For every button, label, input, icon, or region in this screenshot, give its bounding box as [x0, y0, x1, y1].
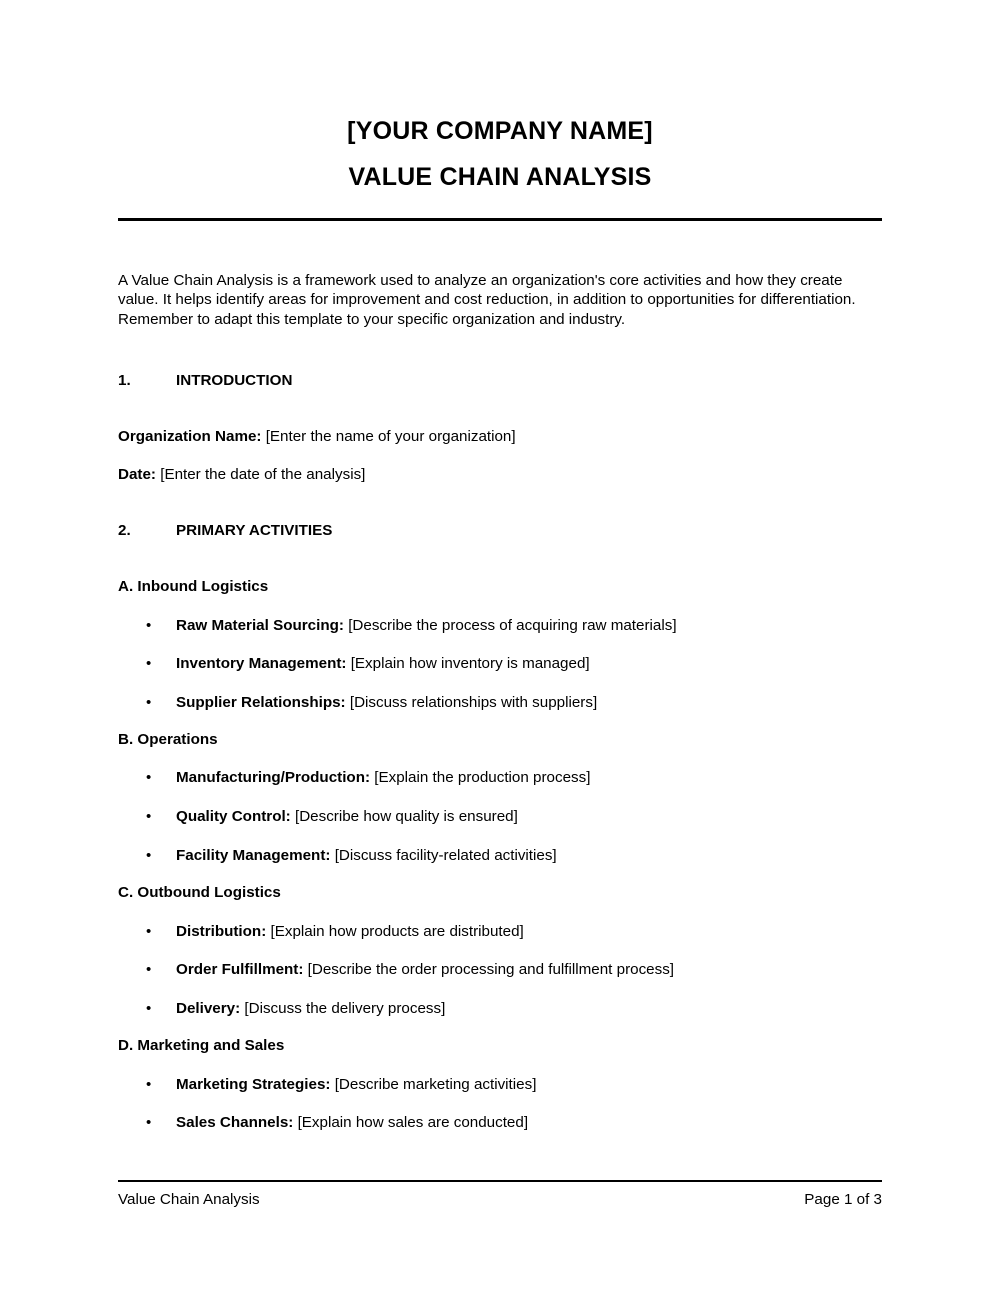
footer-page-number: Page 1 of 3	[804, 1191, 882, 1208]
field-label: Organization Name:	[118, 428, 262, 445]
footer-divider	[118, 1180, 882, 1182]
item-label: Manufacturing/Production:	[176, 769, 371, 786]
subsection-heading-outbound-logistics: C. Outbound Logistics	[118, 884, 281, 901]
footer-document-name: Value Chain Analysis	[118, 1191, 260, 1208]
intro-paragraph: A Value Chain Analysis is a framework used to analyze an organization's core activities and how they create value. It helps identify areas for improvement and cost reduction, in addition to opportunities for differentiation. Remember to adapt this template to your specific organization and industry.	[118, 272, 856, 328]
item-value: [Discuss relationships with suppliers]	[349, 694, 598, 711]
item-label: Supplier Relationships:	[176, 694, 346, 711]
bullet-icon: •	[146, 694, 152, 711]
bullet-icon: •	[146, 923, 152, 940]
bullet-icon: •	[146, 1000, 152, 1017]
section-title: PRIMARY ACTIVITIES	[176, 522, 333, 539]
item-value: [Explain the production process]	[374, 769, 591, 786]
field-date	[118, 465, 365, 484]
item-value: [Describe the order processing and fulfillment process]	[307, 961, 675, 978]
bullet-icon: •	[146, 769, 152, 786]
item-value: [Describe how quality is ensured]	[294, 808, 518, 825]
item-label: Inventory Management:	[176, 655, 347, 672]
item-label: Quality Control:	[176, 808, 291, 825]
bullet-icon: •	[146, 655, 152, 672]
item-value: [Discuss the delivery process]	[244, 1000, 446, 1017]
item-label: Marketing Strategies:	[176, 1076, 331, 1093]
subsection-heading-inbound-logistics: A. Inbound Logistics	[118, 578, 269, 595]
item-label: Raw Material Sourcing:	[176, 617, 344, 634]
field-value: [Enter the name of your organization]	[265, 428, 516, 445]
header-divider	[118, 218, 882, 221]
field-organization-name	[118, 427, 516, 446]
item-label: Distribution:	[176, 923, 267, 940]
item-label: Facility Management:	[176, 847, 331, 864]
item-value: [Discuss facility-related activities]	[334, 847, 557, 864]
section-number: 2.	[118, 522, 131, 539]
bullet-icon: •	[146, 961, 152, 978]
section-number: 1.	[118, 372, 131, 389]
bullet-icon: •	[146, 617, 152, 634]
item-value: [Describe the process of acquiring raw materials]	[348, 617, 677, 634]
subsection-heading-marketing-and-sales: D. Marketing and Sales	[118, 1037, 285, 1054]
item-label: Order Fulfillment:	[176, 961, 304, 978]
company-name: [YOUR COMPANY NAME]	[347, 117, 653, 145]
item-value: [Explain how sales are conducted]	[297, 1114, 529, 1131]
item-value: [Explain how inventory is managed]	[350, 655, 590, 672]
field-label: Date:	[118, 466, 156, 483]
item-label: Delivery:	[176, 1000, 241, 1017]
item-value: [Describe marketing activities]	[334, 1076, 537, 1093]
item-label: Sales Channels:	[176, 1114, 294, 1131]
bullet-icon: •	[146, 1076, 152, 1093]
section-heading-primary-activities	[118, 521, 332, 540]
field-value: [Enter the date of the analysis]	[160, 466, 366, 483]
bullet-icon: •	[146, 847, 152, 864]
section-heading-introduction	[118, 371, 292, 390]
section-title: INTRODUCTION	[176, 372, 293, 389]
bullet-icon: •	[146, 1114, 152, 1131]
item-value: [Explain how products are distributed]	[270, 923, 524, 940]
document-title: VALUE CHAIN ANALYSIS	[348, 163, 652, 191]
subsection-heading-operations: B. Operations	[118, 731, 218, 748]
bullet-icon: •	[146, 808, 152, 825]
